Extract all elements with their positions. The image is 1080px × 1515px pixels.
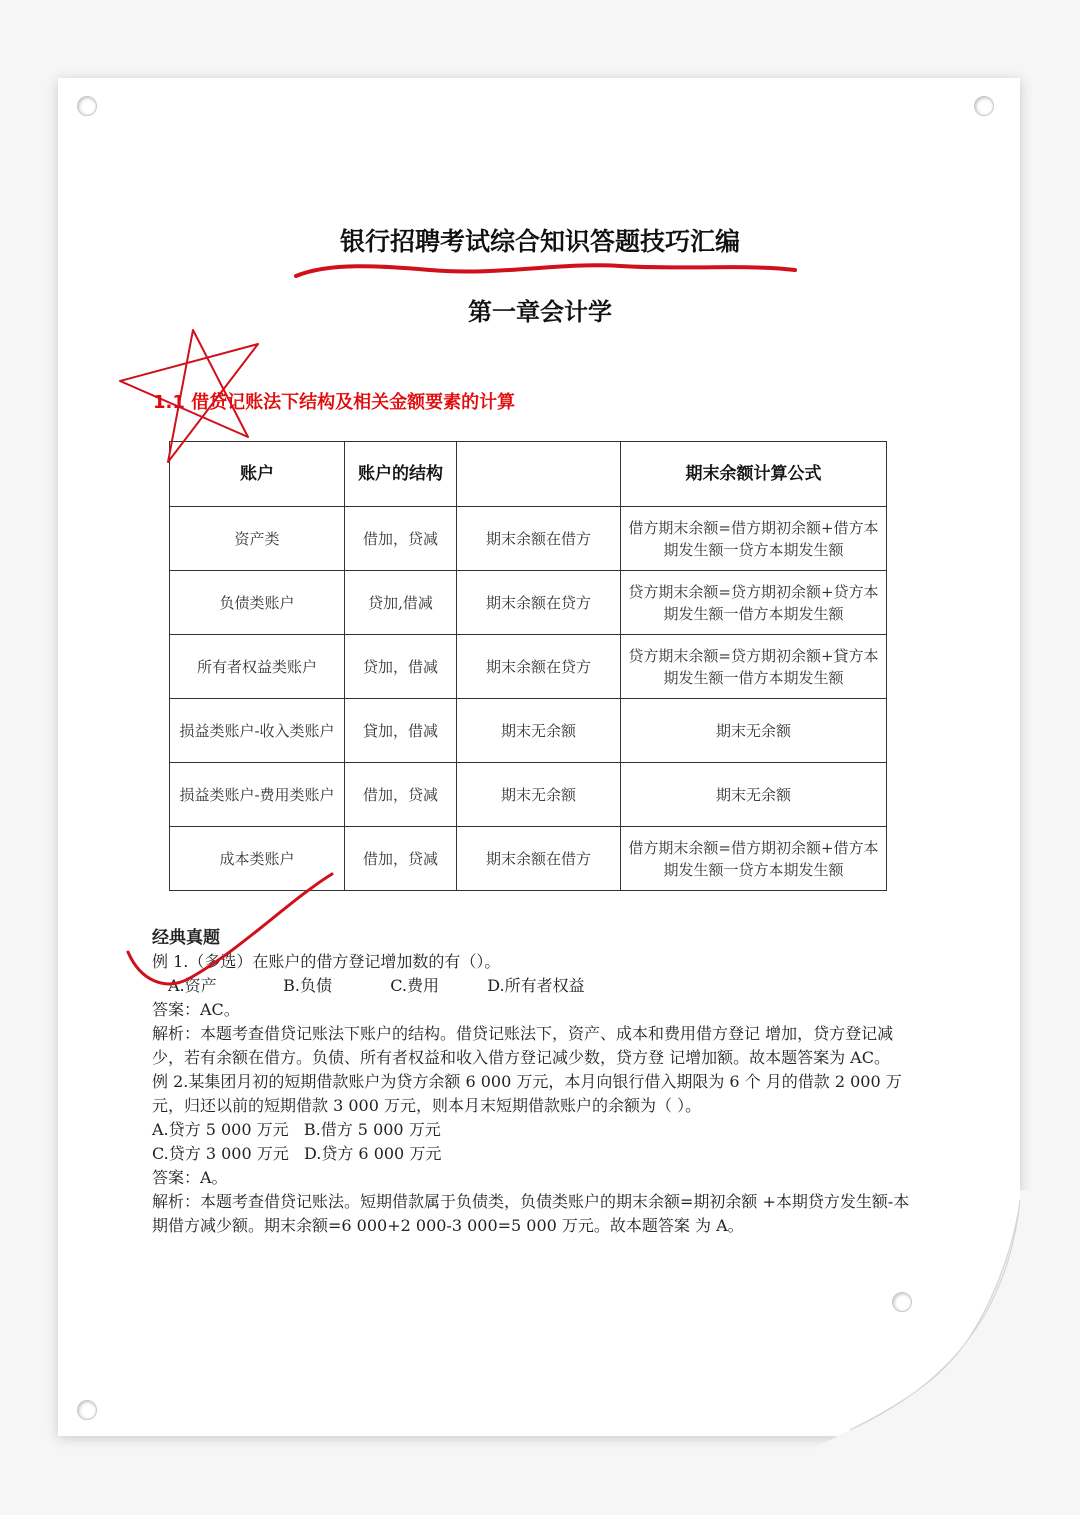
option: D.所有者权益 (487, 976, 585, 995)
table-row (170, 827, 887, 891)
table-row (170, 635, 887, 699)
table-cell: 期末余额在借方 (457, 507, 621, 571)
question-2-options-line-2: C.贷方 3 000 万元 D.贷方 6 000 万元 (152, 1144, 442, 1163)
table-cell: 贷加，借减 (345, 635, 457, 699)
table-cell: 所有者权益类账户 (170, 635, 345, 699)
table-header-cell: 期末余额计算公式 (621, 442, 887, 507)
table-cell: 期末余额在借方 (457, 827, 621, 891)
question-2-stem: 例 2.某集团月初的短期借款账户为贷方余额 6 000 万元，本月向银行借入期限为 6 个 月的借款 2 000 万元，归还以前的短期借款 3 000 万元，则本月末短期借款账户的余额为（ ）。 (152, 1072, 902, 1115)
table-cell: 借加，贷减 (345, 827, 457, 891)
table-cell: 期末无余额 (457, 763, 621, 827)
table-cell: 资产类 (170, 507, 345, 571)
table-header-cell: 账户 (170, 442, 345, 507)
table-row (170, 507, 887, 571)
question-1-answer: 答案：AC。 (152, 1000, 240, 1019)
table-cell: 期末余额在贷方 (457, 571, 621, 635)
table-cell: 借加，贷减 (345, 763, 457, 827)
table-header-cell: 账户的结构 (345, 442, 457, 507)
option: B.负债 (283, 976, 332, 995)
question-2-answer: 答案：A。 (152, 1168, 228, 1187)
chapter-title: 第一章会计学 (468, 298, 612, 326)
table-cell: 借加，贷减 (345, 507, 457, 571)
question-2-options-line-1: A.贷方 5 000 万元 B.借方 5 000 万元 (152, 1120, 441, 1139)
table-cell: 负债类账户 (170, 571, 345, 635)
table-cell: 期末余额在贷方 (457, 635, 621, 699)
questions-heading: 经典真题 (152, 928, 220, 948)
table-row (170, 699, 887, 763)
table-header-cell (457, 442, 621, 507)
document-title: 银行招聘考试综合知识答题技巧汇编 (339, 227, 740, 256)
question-1-options (152, 974, 912, 998)
table-cell: 贷方期末余额=贷方期初余额+貸方本期发生额一借方本期发生额 (621, 635, 887, 699)
questions-section (152, 926, 912, 1238)
punch-hole-icon (974, 96, 994, 116)
option: A.资产 (168, 976, 217, 995)
table-cell: 成本类账户 (170, 827, 345, 891)
question-1-stem: 例 1.（多选）在账户的借方登记增加数的有（）。 (152, 952, 501, 971)
punch-hole-icon (77, 96, 97, 116)
section-heading: 1.1 借贷记账法下结构及相关金额要素的计算 (153, 392, 516, 413)
punch-hole-icon (77, 1400, 97, 1420)
table-cell: 损益类账户-费用类账户 (170, 763, 345, 827)
table-cell: 贷加,借减 (345, 571, 457, 635)
table-cell: 期末无余额 (621, 699, 887, 763)
table-cell: 借方期末余额=借方期初余额+借方本期发生额一贷方本期发生额 (621, 827, 887, 891)
table-row (170, 763, 887, 827)
table-cell: 期末无余额 (457, 699, 621, 763)
option: C.费用 (390, 976, 439, 995)
question-2-analysis: 解析：本题考查借贷记账法。短期借款属于负债类，负债类账户的期末余额=期初余额 +本期贷方发生额-本期借方减少额。期末余额=6 000+2 000-3 000=5 000 万元。故本题答案 为 A。 (152, 1192, 910, 1235)
table-cell: 损益类账户-收入类账户 (170, 699, 345, 763)
table-row (170, 571, 887, 635)
question-1-analysis: 解析：本题考查借贷记账法下账户的结构。借贷记账法下，资产、成本和费用借方登记 增加，贷方登记减少，若有余额在借方。负债、所有者权益和收入借方登记减少数，贷方登 记增加额。故本题答案为 AC。 (152, 1024, 894, 1067)
table-cell: 借方期末余额=借方期初余额+借方本期发生额一贷方本期发生额 (621, 507, 887, 571)
table-cell: 貸加，借减 (345, 699, 457, 763)
account-structure-table (169, 441, 887, 891)
punch-hole-icon (892, 1292, 912, 1312)
table-header-row (170, 442, 887, 507)
table-cell: 期末无余额 (621, 763, 887, 827)
table-cell: 贷方期末余额=贷方期初余额+贷方本期发生额一借方本期发生额 (621, 571, 887, 635)
